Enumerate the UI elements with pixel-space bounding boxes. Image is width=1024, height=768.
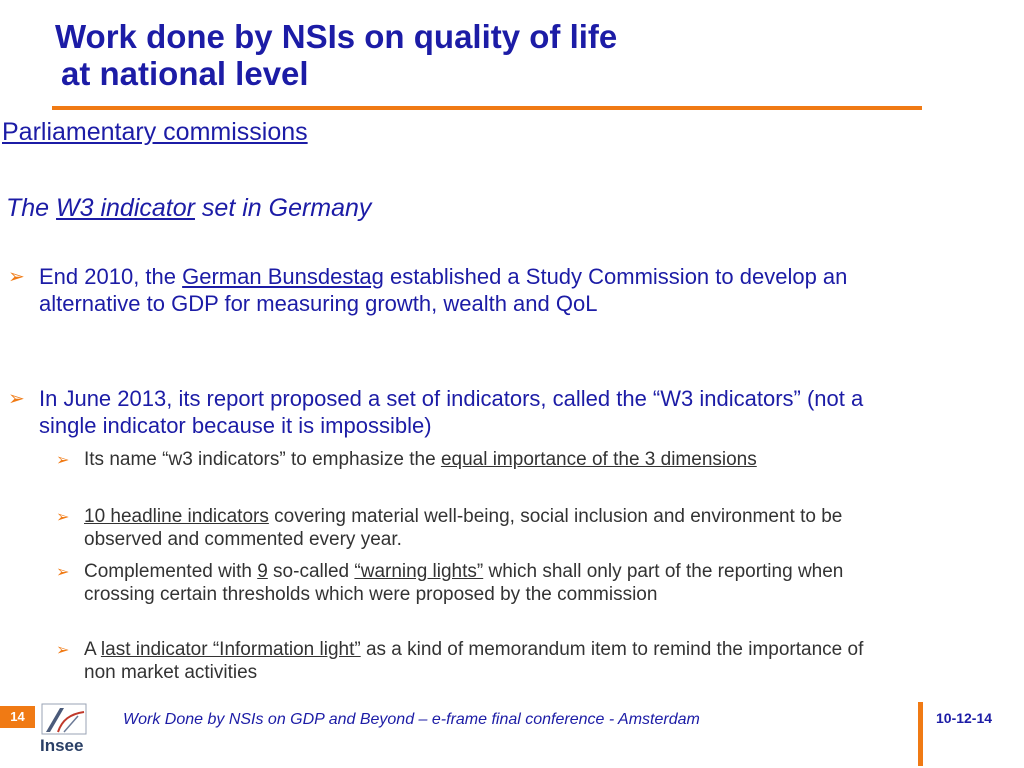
equal-importance-link[interactable]: equal importance of the 3 dimensions [440, 449, 757, 470]
sub-bullet-item: ➢ A last indicator “Information light” as a kind of memorandum item to remind the importance of non market activities [56, 639, 864, 683]
sub-bullet-item: ➢ 10 headline indicators covering material well-being, social inclusion and environment to be observed and commented every year. [56, 506, 843, 550]
bullet-item: ➢ In June 2013, its report proposed a set of indicators, called the “W3 indicators” (not a single indicator because it is impossible) [8, 386, 864, 438]
title-line-2: at national level [61, 55, 309, 92]
headline-indicators-link[interactable]: 10 headline indicators [84, 506, 269, 527]
sub-bullet-item: ➢ Complemented with 9 so-called “warning lights” which shall only part of the reporting when crossing certain thresholds which were proposed by the commission [56, 561, 844, 605]
section-heading: Parliamentary commissions [2, 118, 308, 146]
german-bundestag-link[interactable]: German Bunsdestag [182, 264, 384, 289]
footer-text: Work Done by NSIs on GDP and Beyond – e-frame final conference - Amsterdam [123, 711, 700, 728]
insee-logo-text: Insee [40, 736, 84, 755]
w3-indicator-link[interactable]: W3 indicator [56, 194, 195, 222]
arrowhead-bullet-icon: ➢ [56, 564, 70, 581]
arrowhead-bullet-icon: ➢ [56, 642, 70, 659]
slide-title [55, 18, 617, 92]
footer-divider [918, 702, 923, 766]
arrowhead-bullet-icon: ➢ [8, 388, 25, 410]
sub-bullet-item: ➢ Its name “w3 indicators” to emphasize the equal importance of the 3 dimensions [56, 449, 757, 470]
arrowhead-bullet-icon: ➢ [8, 266, 25, 288]
warning-lights-link[interactable]: “warning lights” [354, 561, 484, 582]
nine-link[interactable]: 9 [257, 561, 268, 582]
footer-date: 10-12-14 [936, 710, 993, 726]
section-subheading: The W3 indicator set in Germany [6, 194, 372, 222]
title-line-1: Work done by NSIs on quality of life [55, 18, 618, 55]
information-light-link[interactable]: last indicator “Information light” [100, 639, 361, 660]
title-divider [52, 106, 922, 110]
page-number: 14 [0, 706, 35, 728]
arrowhead-bullet-icon: ➢ [56, 452, 70, 469]
bullet-item: ➢ End 2010, the German Bunsdestag established a Study Commission to develop an alternative to GDP for measuring growth, wealth and QoL [8, 264, 848, 316]
arrowhead-bullet-icon: ➢ [56, 509, 70, 526]
